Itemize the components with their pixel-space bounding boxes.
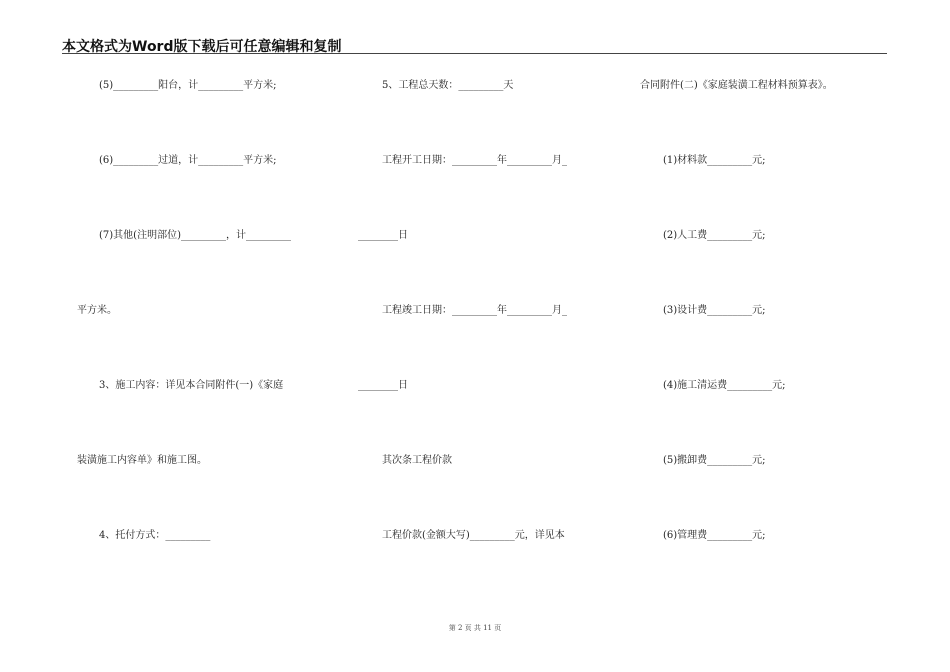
left-line-balcony: (5)_________阳台，计_________平方米; xyxy=(99,80,277,91)
middle-line-article-two: 其次条工程价款 xyxy=(382,455,452,466)
right-line-appendix-two: 合同附件(二)《家庭装潢工程材料预算表》。 xyxy=(640,80,833,91)
left-line-other: (7)其他(注明部位)_________，计_________ xyxy=(99,230,291,241)
middle-line-start-date: 工程开工日期：_________年_________月_ xyxy=(382,155,567,166)
left-line-content-list: 装潢施工内容单》和施工图。 xyxy=(77,455,207,466)
right-line-design: (3)设计费_________元; xyxy=(663,305,766,316)
right-line-handling: (5)搬卸费_________元; xyxy=(663,455,766,466)
left-line-square-meters: 平方米。 xyxy=(77,305,117,316)
left-line-corridor: (6)_________过道，计_________平方米; xyxy=(99,155,277,166)
header-divider xyxy=(62,53,887,54)
right-line-management: (6)管理费_________元; xyxy=(663,530,766,541)
right-line-materials: (1)材料款_________元; xyxy=(663,155,766,166)
middle-line-total-days: 5、工程总天数：_________天 xyxy=(382,80,514,91)
middle-line-completion-date: 工程竣工日期：_________年_________月_ xyxy=(382,305,567,316)
middle-line-contract-price: 工程价款(金额大写)_________元，详见本 xyxy=(382,530,565,541)
page-number-footer: 第 2 页 共 11 页 xyxy=(448,624,502,632)
left-line-construction-content: 3、施工内容：详见本合同附件(一)《家庭 xyxy=(99,380,284,391)
middle-line-completion-day: ________日 xyxy=(358,380,408,391)
right-line-labor: (2)人工费_________元; xyxy=(663,230,766,241)
right-line-cleanup: (4)施工清运费_________元; xyxy=(663,380,786,391)
page-header-title: 本文格式为Word版下载后可任意编辑和复制 xyxy=(62,39,342,55)
middle-line-start-day: ________日 xyxy=(358,230,408,241)
left-line-delegation-method: 4、托付方式：_________ xyxy=(99,530,211,541)
